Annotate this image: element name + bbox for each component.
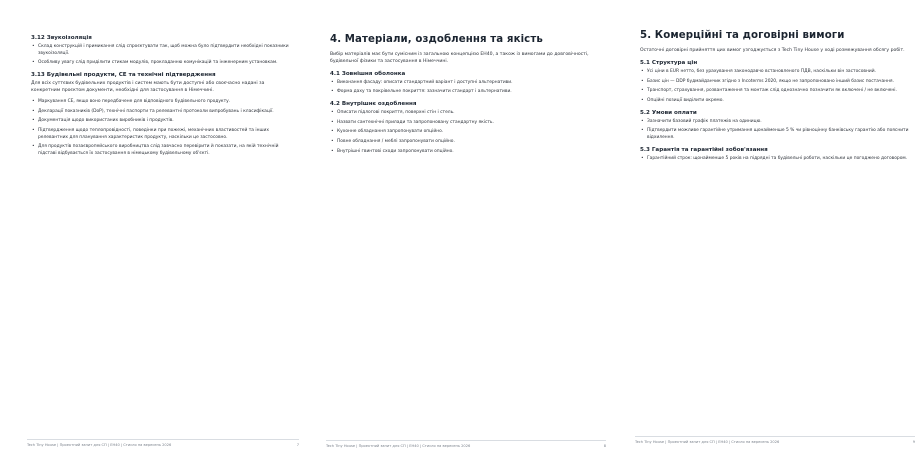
page-title: 5. Комерційні та договірні вимоги: [640, 30, 845, 41]
page-content: [640, 30, 910, 166]
list-item: • Маркування CE, якщо воно передбачене для відповідного будівельного продукту.: [31, 99, 293, 106]
page-number: 7: [296, 443, 299, 447]
bullet-list: [640, 69, 910, 105]
list-item: • Описати підлогові покриття, поверхні стін і стель.: [330, 110, 594, 117]
page-content: [330, 30, 594, 158]
section-heading-interior-finish: 4.2 Внутрішнє оздоблення: [330, 101, 417, 108]
list-item: • Внутрішні гвинтові сходи запропонувати опційно.: [330, 149, 594, 156]
list-item: • Декларації показників (DoP), технічні паспорти та релевантні протоколи випробувань і класифікації.: [31, 109, 293, 116]
document-page-9: [616, 0, 924, 462]
list-item: • Виконання фасаду: описати стандартний варіант і доступні альтернативи.: [330, 80, 594, 87]
list-item: • Гарантійний строк: щонайменше 5 років на підрядні та будівельні роботи, наскільки це погоджено договором.: [640, 156, 910, 163]
bullet-list: [330, 80, 594, 96]
list-item: • Склад конструкцій і примикання слід спроєктувати так, щоб можна було підтвердити необхідні показники звукоізоляції.: [31, 44, 293, 58]
list-item: • Для продуктів позаєвропейського виробництва слід завчасно перевірити й показати, на якій технічній підставі відбувається їх застосування в німецькому будівельному об'єкті.: [31, 144, 293, 158]
list-item: • Базис цін — DDP будмайданчик згідно з Incoterms 2020, якщо не запропоновано інший базис постачання.: [640, 79, 910, 86]
list-item: • Підтвердити можливе гарантійне утримання щонайменше 5 % чи рівноцінну банківську гарантію або пояснити відхилення.: [640, 128, 910, 142]
footer-text: Tech Tiny House | Проектний запит для СП | EH40 | Стисло на вересень 2026: [27, 443, 172, 447]
bullet-list: [31, 99, 293, 158]
section-heading-warranty: 5.3 Гарантія та гарантійні зобов'язання: [640, 146, 768, 153]
page-footer: [635, 436, 915, 447]
section-heading-exterior-shell: 4.1 Зовнішня оболонка: [330, 70, 406, 77]
page-number: 8: [603, 444, 606, 448]
document-page-8: [308, 0, 616, 462]
list-item: • Кухонне обладнання запропонувати опційно.: [330, 129, 594, 136]
list-item: • Опційні позиції виділити окремо.: [640, 98, 910, 105]
list-item: • Усі ціни в EUR нетто, без урахування законодавчо встановленого ПДВ, наскільки він застосовний.: [640, 69, 910, 76]
list-item: • Особливу увагу слід приділити стикам модулів, прокладанню комунікацій та інженерним установкам.: [31, 60, 293, 67]
list-item: • Повне обладнання / меблі запропонувати опційно.: [330, 139, 594, 146]
section-heading-building-products: 3.13 Будівельні продукти, CE та технічні підтвердження: [31, 72, 216, 79]
page-footer: [326, 440, 606, 451]
list-item: • Назвати сантехнічні прилади та запропоновану стандартну якість.: [330, 120, 594, 127]
list-item: • Підтвердження щодо теплопровідності, поведінки при пожежі, механічних властивостей та інших релевантних для планування характеристик продукту, наскільки це застосовно.: [31, 128, 293, 142]
chapter-intro: Вибір матеріалів має бути сумісним із загальною концепцією EH40, а також із вимогами до довговічності, будівельної фізики та застосування в Німеччині.: [330, 52, 589, 64]
document-page-7: [0, 0, 308, 462]
page-content: [31, 30, 293, 161]
page-footer: [27, 439, 299, 450]
section-intro: Для всіх суттєвих будівельних продуктів і систем мають бути доступні або своєчасно надані за конкретним проєктом документи, необхідні для застосування в Німеччині.: [31, 81, 265, 94]
bullet-list: [330, 110, 594, 155]
page-title: 4. Матеріали, оздоблення та якість: [330, 34, 543, 45]
list-item: • Зазначити базовий графік платежів на одиницю.: [640, 119, 910, 126]
bullet-list: [31, 44, 293, 67]
section-heading-payment-terms: 5.2 Умови оплати: [640, 109, 697, 116]
list-item: • Форма даху та покрівельне покриття: зазначити стандарт і альтернативи.: [330, 89, 594, 96]
section-heading-sound-insulation: 3.12 Звукоізоляція: [31, 35, 92, 41]
bullet-list: [640, 119, 910, 142]
page-number: 9: [912, 440, 915, 444]
footer-text: Tech Tiny House | Проектний запит для СП | EH40 | Стисло на вересень 2026: [635, 440, 780, 444]
bullet-list: [640, 156, 910, 163]
footer-text: Tech Tiny House | Проектний запит для СП | EH40 | Стисло на вересень 2026: [326, 444, 471, 448]
list-item: • Документація щодо використаних виробників і продуктів.: [31, 118, 293, 125]
list-item: • Транспорт, страхування, розвантаження та монтаж слід однозначно позначити як включені / не включені.: [640, 88, 910, 95]
chapter-intro: Остаточні договірні прийняття цих вимог узгоджується з Tech Tiny House у ході розмежування обсягу робіт.: [640, 48, 905, 53]
section-heading-price-structure: 5.1 Структура цін: [640, 59, 698, 66]
